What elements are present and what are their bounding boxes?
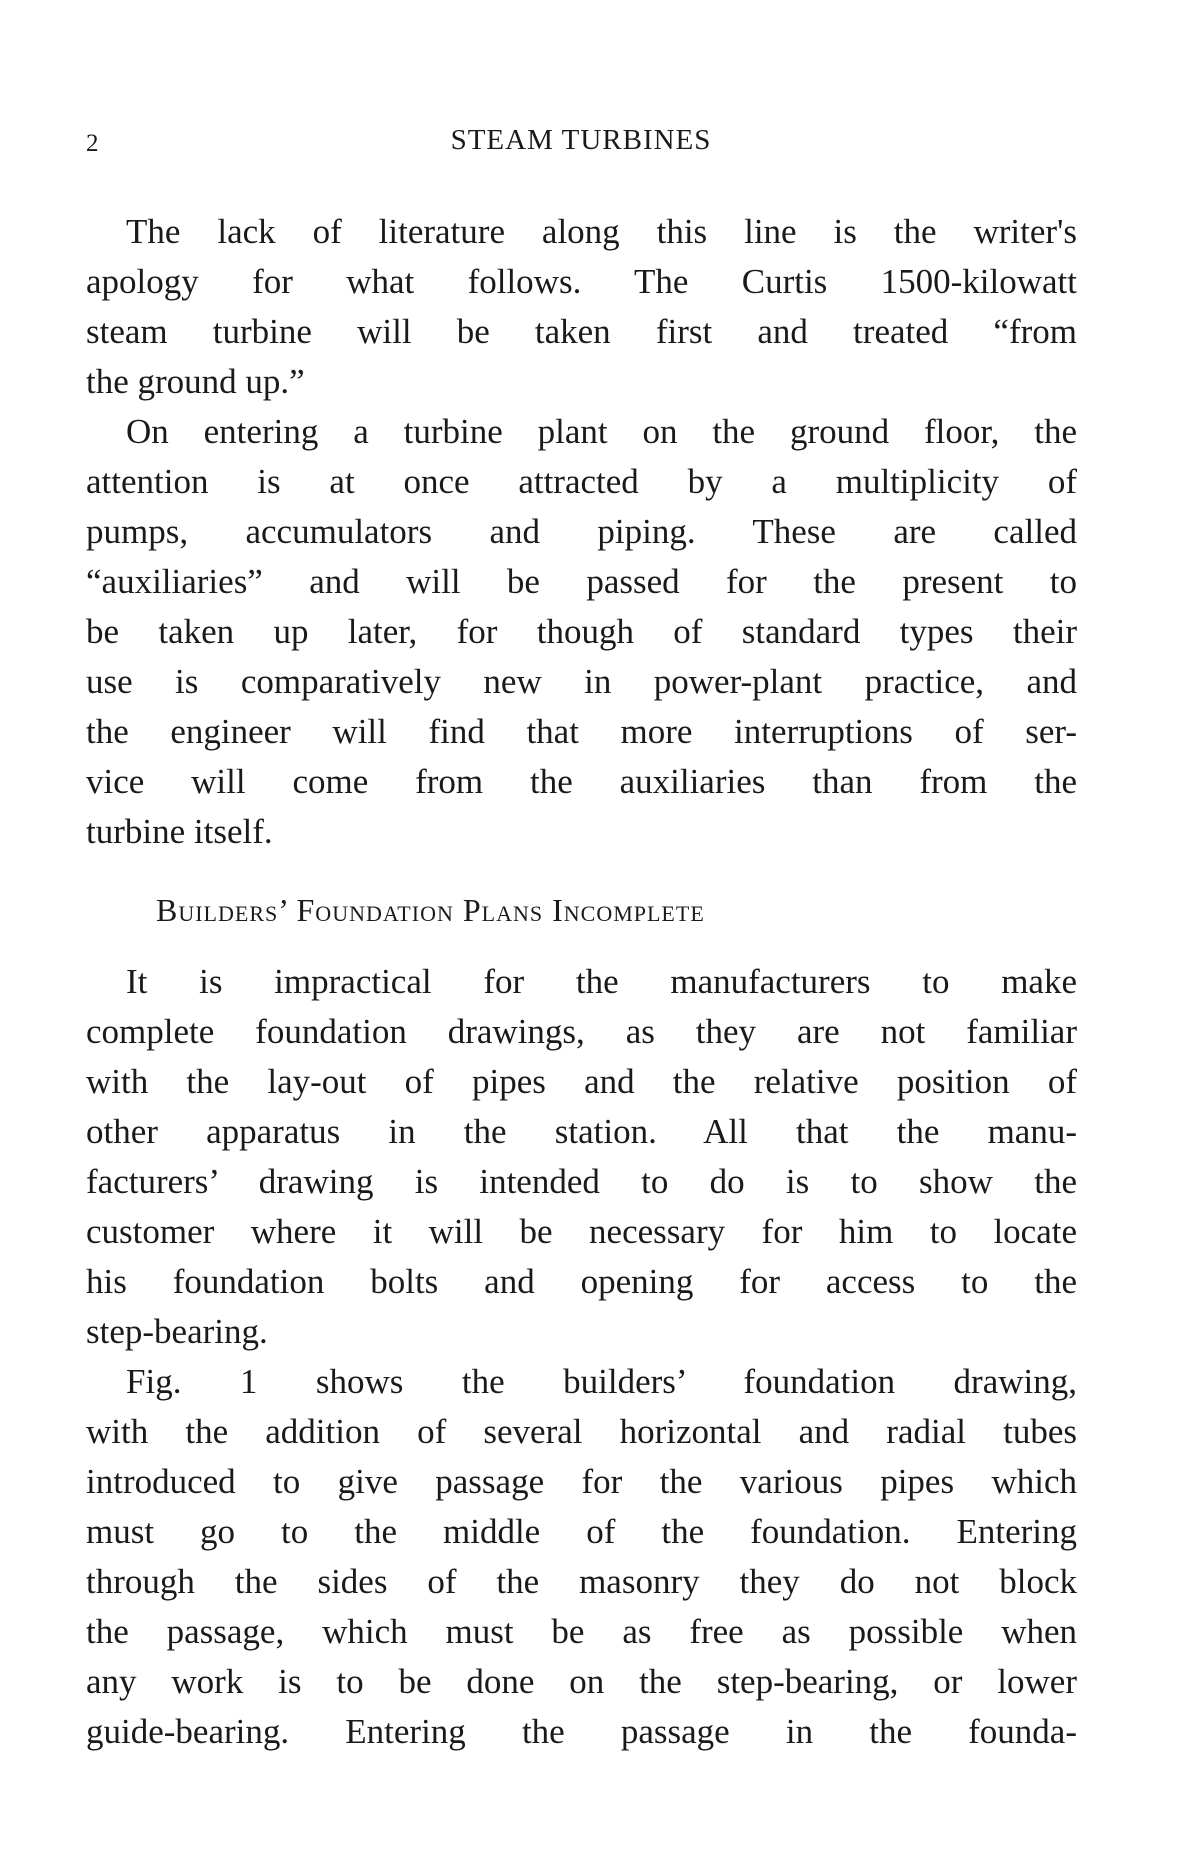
page-number: 2 [86,130,99,157]
body-text [86,207,1077,1757]
text-line: his foundation bolts and opening for access to the [86,1262,1077,1301]
text-line: It is impractical for the manufacturers to make [126,962,1077,1001]
text-line: turbine itself. [86,812,273,851]
text-line: must go to the middle of the foundation. Entering [86,1512,1077,1551]
text-line: guide-bearing. Entering the passage in the founda- [86,1712,1077,1751]
text-line: be taken up later, for though of standard types their [86,612,1077,651]
text-line: complete foundation drawings, as they are not familiar [86,1012,1077,1051]
paragraph [86,407,1077,857]
running-head [86,124,1076,164]
text-line: The lack of literature along this line is the writer's [126,212,1077,251]
text-line: the engineer will find that more interruptions of ser- [86,712,1077,751]
text-line: facturers’ drawing is intended to do is to show the [86,1162,1077,1201]
text-line: other apparatus in the station. All that the manu- [86,1112,1077,1151]
text-line: use is comparatively new in power-plant practice, and [86,662,1077,701]
text-line: the passage, which must be as free as possible when [86,1612,1077,1651]
text-line: apology for what follows. The Curtis 1500-kilowatt [86,262,1077,301]
section-heading: Builders’ Foundation Plans Incomplete [156,892,705,928]
text-line: Fig. 1 shows the builders’ foundation drawing, [126,1362,1077,1401]
paragraph [86,957,1077,1357]
text-line: pumps, accumulators and piping. These are called [86,512,1077,551]
running-title: STEAM TURBINES [450,124,712,156]
text-line: introduced to give passage for the various pipes which [86,1462,1077,1501]
text-line: through the sides of the masonry they do not block [86,1562,1077,1601]
text-line: the ground up.” [86,362,305,401]
text-line: vice will come from the auxiliaries than from the [86,762,1077,801]
text-line: On entering a turbine plant on the ground floor, the [126,412,1077,451]
text-line: attention is at once attracted by a multiplicity of [86,462,1077,501]
text-line: any work is to be done on the step-bearing, or lower [86,1662,1077,1701]
text-line: customer where it will be necessary for him to locate [86,1212,1077,1251]
text-line: with the lay-out of pipes and the relative position of [86,1062,1077,1101]
text-line: with the addition of several horizontal and radial tubes [86,1412,1077,1451]
paragraph [86,207,1077,407]
paragraph [86,1357,1077,1757]
text-line: steam turbine will be taken first and treated “from [86,312,1077,351]
text-line: step-bearing. [86,1312,268,1351]
text-line: “auxiliaries” and will be passed for the present to [86,562,1077,601]
